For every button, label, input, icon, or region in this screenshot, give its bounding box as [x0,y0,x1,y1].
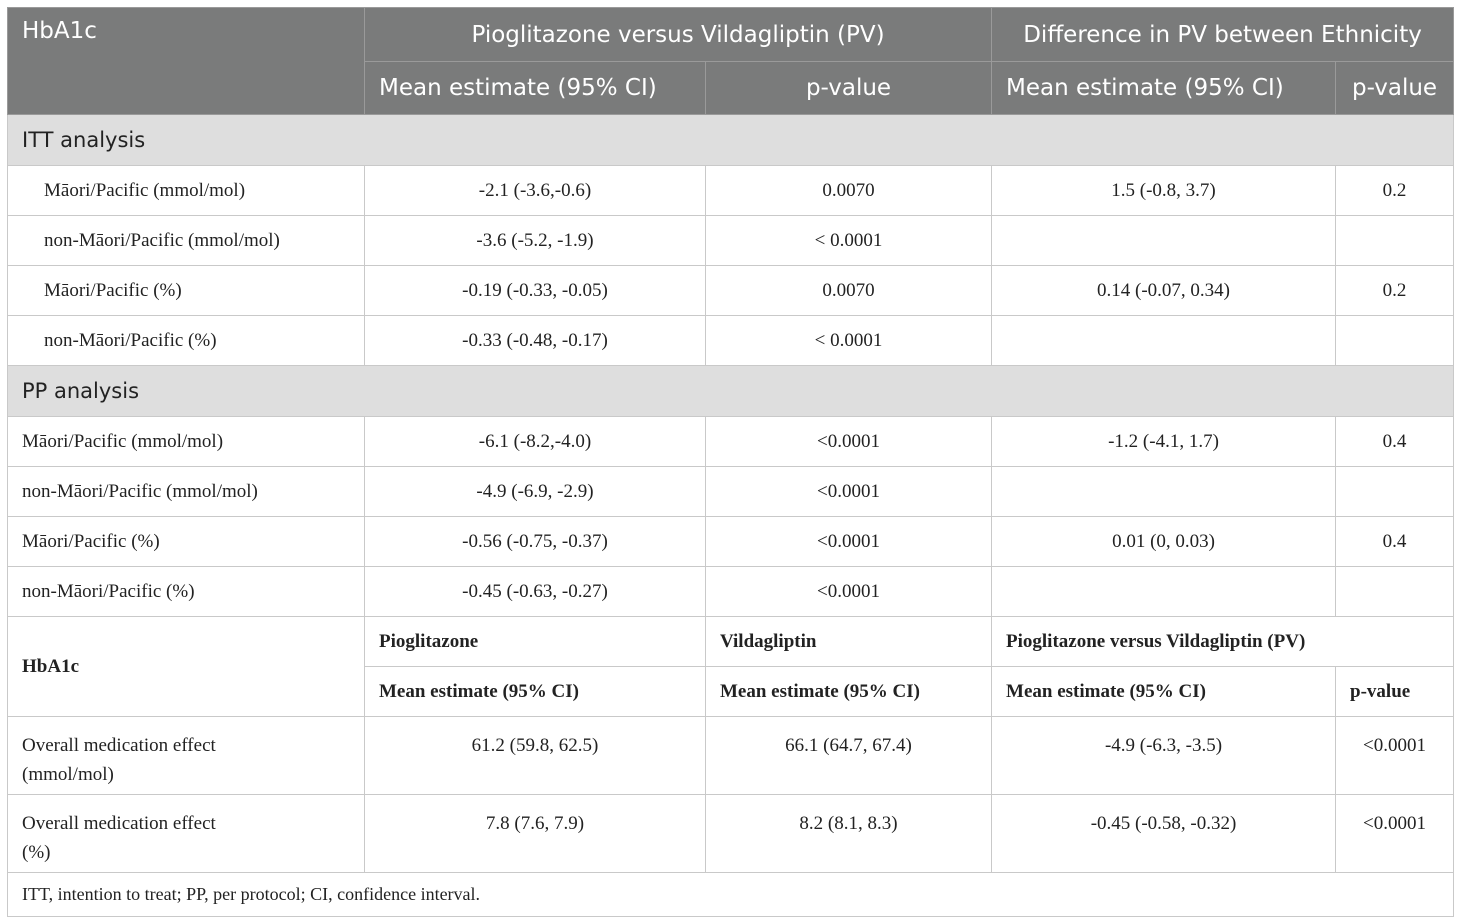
diff-estimate [992,316,1336,366]
row-label: Māori/Pacific (%) [8,517,365,567]
row-label: Māori/Pacific (%) [8,266,365,316]
diff-estimate [992,216,1336,266]
overall-header-mean-pio: Mean estimate (95% CI) [365,667,706,717]
header-pv-group: Pioglitazone versus Vildagliptin (PV) [365,8,992,62]
diff-p-value: 0.2 [1336,266,1454,316]
section-title: PP analysis [8,366,1454,417]
table-row [8,166,1454,216]
diff-estimate [992,567,1336,617]
overall-header-mean-vil: Mean estimate (95% CI) [706,667,992,717]
table-row [8,517,1454,567]
pv-p-value: <0.0001 [1336,795,1454,873]
diff-estimate [992,467,1336,517]
table-row [8,316,1454,366]
footnote: ITT, intention to treat; PP, per protocol; CI, confidence interval. [8,873,1454,917]
hba1c-table-container [7,7,1453,917]
diff-p-value [1336,467,1454,517]
pio-estimate: 7.8 (7.6, 7.9) [365,795,706,873]
overall-header-pv: Pioglitazone versus Vildagliptin (PV) [992,617,1454,667]
diff-estimate: 0.14 (-0.07, 0.34) [992,266,1336,316]
header-mean-estimate: Mean estimate (95% CI) [365,62,706,115]
overall-header-p-value: p-value [1336,667,1454,717]
pv-estimate: -0.19 (-0.33, -0.05) [365,266,706,316]
pv-estimate: -0.33 (-0.48, -0.17) [365,316,706,366]
table-row [8,417,1454,467]
pv-p-value: < 0.0001 [706,316,992,366]
header-hba1c: HbA1c [8,8,365,115]
table-row [8,795,1454,873]
pv-p-value: 0.0070 [706,166,992,216]
pv-estimate: -4.9 (-6.3, -3.5) [992,717,1336,795]
diff-estimate: -1.2 (-4.1, 1.7) [992,417,1336,467]
overall-header-hba1c: HbA1c [8,617,365,717]
row-label: Māori/Pacific (mmol/mol) [8,166,365,216]
header-diff-p-value: p-value [1336,62,1454,115]
pv-estimate: -4.9 (-6.9, -2.9) [365,467,706,517]
row-label: non-Māori/Pacific (%) [8,316,365,366]
section-pp [8,366,1454,417]
diff-p-value: 0.4 [1336,417,1454,467]
table-row [8,266,1454,316]
pv-p-value: 0.0070 [706,266,992,316]
row-label-line2: (mmol/mol) [22,764,114,785]
pv-estimate: -0.56 (-0.75, -0.37) [365,517,706,567]
header-p-value: p-value [706,62,992,115]
pv-p-value: <0.0001 [1336,717,1454,795]
pv-p-value: <0.0001 [706,567,992,617]
pio-estimate: 61.2 (59.8, 62.5) [365,717,706,795]
pv-estimate: -0.45 (-0.63, -0.27) [365,567,706,617]
table-row [8,216,1454,266]
vil-estimate: 66.1 (64.7, 67.4) [706,717,992,795]
table-row [8,717,1454,795]
overall-header-row-1 [8,617,1454,667]
section-itt [8,115,1454,166]
overall-header-mean-pv: Mean estimate (95% CI) [992,667,1336,717]
pv-estimate: -2.1 (-3.6,-0.6) [365,166,706,216]
header-row-1 [8,8,1454,62]
vil-estimate: 8.2 (8.1, 8.3) [706,795,992,873]
table-row [8,567,1454,617]
pv-p-value: <0.0001 [706,517,992,567]
pv-p-value: <0.0001 [706,467,992,517]
row-label: non-Māori/Pacific (mmol/mol) [8,216,365,266]
row-label-line1: Overall medication effect [22,735,216,756]
pv-estimate: -3.6 (-5.2, -1.9) [365,216,706,266]
pv-p-value: < 0.0001 [706,216,992,266]
hba1c-results-table [7,7,1454,917]
row-label [8,795,365,873]
diff-p-value: 0.2 [1336,166,1454,216]
diff-p-value [1336,316,1454,366]
row-label-line2: (%) [22,842,51,863]
row-label: non-Māori/Pacific (mmol/mol) [8,467,365,517]
row-label: non-Māori/Pacific (%) [8,567,365,617]
diff-estimate: 0.01 (0, 0.03) [992,517,1336,567]
diff-estimate: 1.5 (-0.8, 3.7) [992,166,1336,216]
row-label-line1: Overall medication effect [22,813,216,834]
overall-header-pioglitazone: Pioglitazone [365,617,706,667]
row-label [8,717,365,795]
header-diff-mean-estimate: Mean estimate (95% CI) [992,62,1336,115]
row-label: Māori/Pacific (mmol/mol) [8,417,365,467]
pv-estimate: -6.1 (-8.2,-4.0) [365,417,706,467]
diff-p-value [1336,216,1454,266]
diff-p-value [1336,567,1454,617]
section-title: ITT analysis [8,115,1454,166]
header-ethnicity-group: Difference in PV between Ethnicity [992,8,1454,62]
pv-p-value: <0.0001 [706,417,992,467]
diff-p-value: 0.4 [1336,517,1454,567]
overall-header-vildagliptin: Vildagliptin [706,617,992,667]
table-row [8,467,1454,517]
footnote-row [8,873,1454,917]
pv-estimate: -0.45 (-0.58, -0.32) [992,795,1336,873]
